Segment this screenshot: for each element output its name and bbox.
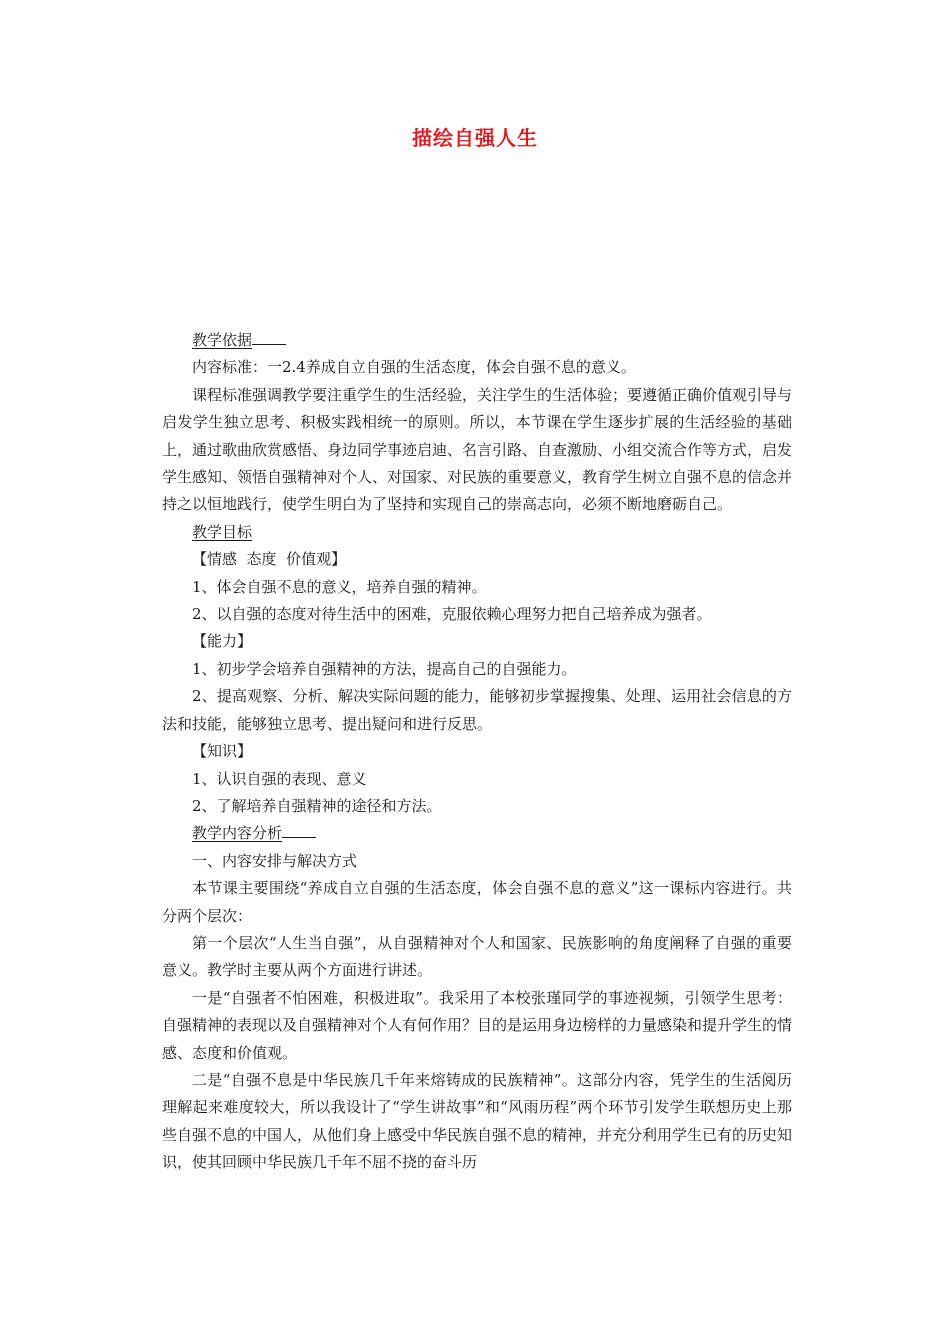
analysis-paragraph-1: 本节课主要围绕“养成自立自强的生活态度，体会自强不息的意义”这一课标内容进行。共分两个层次： xyxy=(162,879,792,925)
emotion-item-2: 2、以自强的态度对待生活中的困难，克服依赖心理努力把自己培养成为强者。 xyxy=(192,605,712,624)
ability-item-1: 1、初步学会培养自强精神的方法，提高自己的自强能力。 xyxy=(192,659,577,678)
content-standard: 内容标准：一2.4养成自立自强的生活态度，体会自强不息的意义。 xyxy=(192,358,636,377)
emotion-label: 【情感 态度 价值观】 xyxy=(192,550,347,569)
section-heading-analysis: 教学内容分析 xyxy=(162,820,792,847)
knowledge-label: 【知识】 xyxy=(192,742,253,761)
analysis-paragraph-2: 第一个层次“人生当自强”，从自强精神对个人和国家、民族影响的角度阐释了自强的重要意义。教学时主要从两个方面进行讲述。 xyxy=(162,933,792,980)
section-heading-goals: 教学目标 xyxy=(192,522,253,541)
basis-paragraph: 课程标准强调教学要注重学生的生活经验，关注学生的生活体验；要遵循正确价值观引导与启发学生独立思考、积极实践相统一的原则。所以，本节课在学生逐步扩展的生活经验的基础上，通过歌曲欣赏感悟、身边同学事迹启迪、名言引路、自查激励、小组交流合作等方式，启发学生感知、领悟自强精神对个人、对国家、对民族的重要意义，教育学生树立自强不息的信念并持之以恒地践行，使学生明白为了坚持和实现自己的崇高志向，必须不断地磨砺自己。 xyxy=(162,385,793,514)
ability-label: 【能力】 xyxy=(192,632,253,651)
knowledge-item-2: 2、了解培养自强精神的途径和方法。 xyxy=(192,796,442,815)
document-title: 描绘自强人生 xyxy=(412,126,538,150)
emotion-item-1: 1、体会自强不息的意义，培养自强的精神。 xyxy=(192,577,487,596)
knowledge-item-1: 1、认识自强的表现、意义 xyxy=(192,769,367,788)
document-body xyxy=(162,327,792,1177)
analysis-paragraph-4: 二是“自强不息是中华民族几千年来熔铸成的民族精神”。这部分内容，凭学生的生活阅历理解起来难度较大，所以我设计了“学生讲故事”和“风雨历程”两个环节引发学生联想历史上那些自强不息的中国人，从他们身上感受中华民族自强不息的精神，并充分利用学生已有的历史知识，使其回顾中华民族几千年不屈不挠的奋斗历 xyxy=(162,1070,793,1172)
section-heading-basis: 教学依据 xyxy=(162,327,792,354)
analysis-paragraph-3: 一是“自强者不怕困难，积极进取”。我采用了本校张瑾同学的事迹视频，引领学生思考：自强精神的表现以及自强精神对个人有何作用？目的是运用身边榜样的力量感染和提升学生的情感、态度和价值观。 xyxy=(162,988,793,1062)
ability-item-2: 2、提高观察、分析、解决实际问题的能力，能够初步掌握搜集、处理、运用社会信息的方法和技能，能够独立思考、提出疑问和进行反思。 xyxy=(162,687,792,733)
analysis-subheading: 一、内容安排与解决方式 xyxy=(192,851,358,870)
